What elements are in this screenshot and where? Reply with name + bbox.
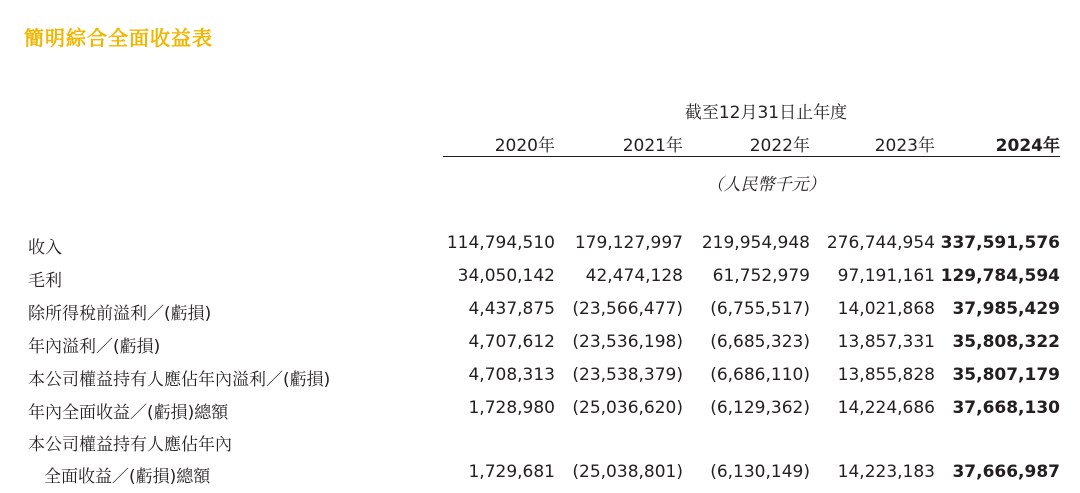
- table-cell: 1,728,980: [468, 398, 555, 418]
- table-cell: (6,686,110): [710, 365, 810, 385]
- page-title: 簡明綜合全面收益表: [24, 26, 213, 50]
- table-cell: 35,808,322: [952, 332, 1060, 352]
- table-cell: (23,536,198): [572, 332, 683, 352]
- table-cell: 37,668,130: [952, 398, 1060, 418]
- table-cell: 4,437,875: [468, 299, 555, 319]
- row-label-profit-attributable: 本公司權益持有人應佔年內溢利／(虧損): [28, 370, 331, 390]
- row-label-comprehensive-attributable-line2: 全面收益／(虧損)總額: [44, 467, 211, 487]
- table-cell: (6,130,149): [710, 462, 810, 482]
- table-cell: (6,685,323): [710, 332, 810, 352]
- table-cell: 97,191,161: [837, 266, 935, 286]
- table-cell: 61,752,979: [712, 266, 810, 286]
- currency-unit: （人民幣千元）: [706, 175, 826, 195]
- year-header-2023: 2023年: [874, 136, 935, 156]
- row-label-profit-for-year: 年內溢利／(虧損): [28, 337, 161, 357]
- row-label-total-comprehensive: 年內全面收益／(虧損)總額: [28, 403, 229, 423]
- table-cell: (25,038,801): [572, 462, 683, 482]
- table-cell: (25,036,620): [572, 398, 683, 418]
- table-cell: 219,954,948: [701, 233, 810, 253]
- table-cell: 37,985,429: [952, 299, 1060, 319]
- table-cell: 114,794,510: [446, 233, 555, 253]
- header-rule: [443, 156, 1060, 157]
- table-cell: 4,707,612: [468, 332, 555, 352]
- table-cell: 179,127,997: [574, 233, 683, 253]
- table-cell: 13,855,828: [837, 365, 935, 385]
- row-label-gross-profit: 毛利: [28, 271, 62, 291]
- table-cell: 129,784,594: [940, 266, 1060, 286]
- table-cell: 42,474,128: [585, 266, 683, 286]
- year-header-2022: 2022年: [749, 136, 810, 156]
- row-label-profit-before-tax: 除所得稅前溢利／(虧損): [28, 304, 212, 324]
- table-cell: (23,538,379): [572, 365, 683, 385]
- period-header: 截至12月31日止年度: [684, 103, 848, 123]
- year-header-2020: 2020年: [494, 136, 555, 156]
- table-cell: 276,744,954: [826, 233, 935, 253]
- table-cell: 35,807,179: [952, 365, 1060, 385]
- year-header-2024: 2024年: [995, 136, 1060, 156]
- table-cell: 14,223,183: [837, 462, 935, 482]
- table-cell: 4,708,313: [468, 365, 555, 385]
- table-cell: 14,021,868: [837, 299, 935, 319]
- row-label-revenue: 收入: [28, 238, 62, 258]
- table-cell: 13,857,331: [837, 332, 935, 352]
- table-cell: 337,591,576: [940, 233, 1060, 253]
- table-cell: 1,729,681: [468, 462, 555, 482]
- table-cell: 34,050,142: [457, 266, 555, 286]
- table-cell: 37,666,987: [952, 462, 1060, 482]
- row-label-comprehensive-attributable-line1: 本公司權益持有人應佔年內: [28, 435, 232, 455]
- table-cell: 14,224,686: [837, 398, 935, 418]
- table-cell: (6,755,517): [710, 299, 810, 319]
- year-header-2021: 2021年: [622, 136, 683, 156]
- table-cell: (23,566,477): [572, 299, 683, 319]
- table-cell: (6,129,362): [710, 398, 810, 418]
